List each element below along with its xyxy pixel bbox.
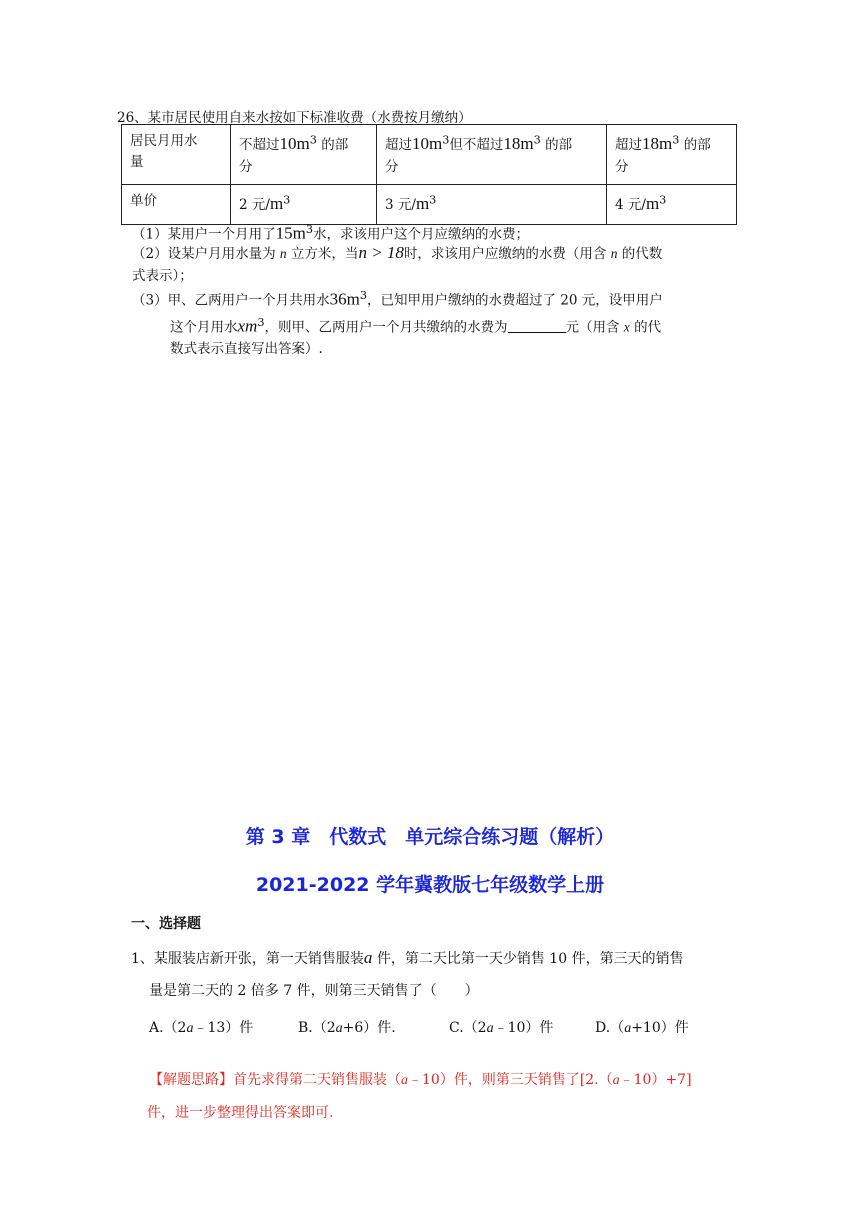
sub-question-2 xyxy=(132,242,737,287)
text: 数式表示直接写出答案）. xyxy=(170,341,323,357)
page-subtitle: 2021-2022 学年冀教版七年级数学上册 xyxy=(255,874,605,896)
unit: m xyxy=(269,194,284,214)
problem-26-intro: 26、某市居民使用自来水按如下标准收费（水费按月缴纳） xyxy=(117,110,472,126)
text: 立方米，当 xyxy=(286,246,359,262)
quantity: 10m xyxy=(412,134,443,153)
solution-hint xyxy=(149,1064,739,1129)
superscript: 3 xyxy=(429,193,437,207)
sub-question-3 xyxy=(132,285,737,360)
cell-text: 分 xyxy=(615,159,629,176)
text: 时，求该用户应缴纳的水费（用含 xyxy=(403,246,611,262)
text: 首先求得第二天销售服装（ xyxy=(233,1072,401,1088)
quantity: 15m xyxy=(275,223,306,243)
superscript: 3 xyxy=(672,133,680,147)
cell-text: 分 xyxy=(385,159,399,176)
superscript: 3 xyxy=(533,133,541,147)
text: ，已知甲用户缴纳的水费超过了 20 元，设甲用户 xyxy=(367,292,663,309)
text: 的代 xyxy=(629,319,662,335)
quantity: 10m xyxy=(279,134,310,153)
superscript: 3 xyxy=(305,223,313,236)
text: 式表示）； xyxy=(132,268,193,284)
superscript: 3 xyxy=(359,289,367,302)
text: ﹣10）件，则第三天销售了[2.（ xyxy=(408,1072,613,1088)
superscript: 3 xyxy=(283,193,291,207)
inequality: n > 18 xyxy=(358,243,404,262)
question-1 xyxy=(131,942,741,1007)
quantity: 18m xyxy=(642,134,673,153)
text: 量是第二天的 2 倍多 7 件，则第三天销售了（ ） xyxy=(149,983,479,999)
variable: x xyxy=(623,319,630,334)
cell-text: 超过 xyxy=(385,137,412,153)
text: 这个月用水 xyxy=(170,319,238,335)
cell-text: 居民月用水 xyxy=(130,133,198,149)
text: （1）某用户一个月用了 xyxy=(132,226,276,243)
variable: a xyxy=(486,1021,494,1036)
option-text: +10）件 xyxy=(631,1020,689,1036)
variable: n xyxy=(279,246,287,261)
text: 的代数 xyxy=(617,246,663,262)
section-heading: 一、选择题 xyxy=(131,916,201,932)
cell-text: 4 元/ xyxy=(615,197,646,214)
option-label: B.（2 xyxy=(298,1020,336,1036)
cell-text: 单价 xyxy=(130,193,157,210)
option-text: ﹣13）件 xyxy=(193,1020,254,1036)
answer-blank xyxy=(508,318,566,333)
cell-text: 超过 xyxy=(615,137,642,153)
text: ，则甲、乙两用户一个月共缴纳的水费为 xyxy=(264,319,508,335)
option-text: +6）件. xyxy=(342,1020,396,1036)
variable: n xyxy=(610,246,618,261)
text: 元（用含 xyxy=(565,319,624,335)
water-fee-table xyxy=(121,124,737,225)
text: （3）甲、乙两用户一个月共用水 xyxy=(132,292,330,309)
text: 1、某服装店新开张，第一天销售服装 xyxy=(131,951,364,967)
variable: a xyxy=(363,948,373,967)
hint-tag: 【解题思路】 xyxy=(149,1072,233,1088)
cell-text: 的部 xyxy=(545,137,573,153)
table-cell xyxy=(377,125,607,185)
table-cell xyxy=(231,125,377,185)
sub-question-3-line-2 xyxy=(132,312,737,339)
text: （2）设某户月用水量为 xyxy=(132,246,280,262)
table-cell xyxy=(607,125,737,185)
option-d[interactable] xyxy=(595,1017,689,1037)
variable: a xyxy=(335,1021,343,1036)
cell-text: 不超过 xyxy=(239,137,280,153)
quantity: xm xyxy=(237,316,258,335)
text: 件，进一步整理得出答案即可. xyxy=(147,1105,334,1121)
unit: m xyxy=(645,194,660,214)
option-a[interactable] xyxy=(149,1017,253,1037)
option-c[interactable] xyxy=(449,1017,553,1037)
superscript: 3 xyxy=(659,193,667,207)
text: ﹣10）+7] xyxy=(619,1072,692,1088)
cell-text: 2 元/ xyxy=(239,197,270,214)
quantity: 36m xyxy=(329,289,360,309)
cell-text: 的部 xyxy=(321,137,349,153)
option-label: A.（2 xyxy=(149,1020,187,1036)
cell-text: 3 元/ xyxy=(385,197,416,214)
page-title: 第 3 章 代数式 单元综合练习题（解析） xyxy=(245,826,615,848)
superscript: 3 xyxy=(257,315,265,329)
option-b[interactable] xyxy=(298,1017,396,1037)
cell-text: 的部 xyxy=(683,137,711,153)
quantity: 18m xyxy=(503,134,534,153)
unit: m xyxy=(415,194,430,214)
variable: a xyxy=(401,1073,408,1088)
variable: a xyxy=(186,1021,194,1036)
variable: a xyxy=(612,1073,620,1088)
text: 水，求该用户这个月应缴纳的水费； xyxy=(313,226,529,243)
cell-text: 分 xyxy=(239,159,253,176)
superscript: 3 xyxy=(442,133,450,147)
option-text: ﹣10）件 xyxy=(493,1020,554,1036)
table-cell xyxy=(122,125,231,185)
cell-text: 量 xyxy=(130,153,144,170)
table-row xyxy=(122,125,737,185)
option-label: C.（2 xyxy=(449,1020,487,1036)
option-label: D.（ xyxy=(595,1020,625,1036)
variable: a xyxy=(624,1021,632,1036)
cell-text: 但不超过 xyxy=(449,137,504,153)
superscript: 3 xyxy=(309,133,317,147)
table-cell xyxy=(607,185,737,224)
text: 件，第二天比第一天少销售 10 件，第三天的销售 xyxy=(372,951,684,967)
